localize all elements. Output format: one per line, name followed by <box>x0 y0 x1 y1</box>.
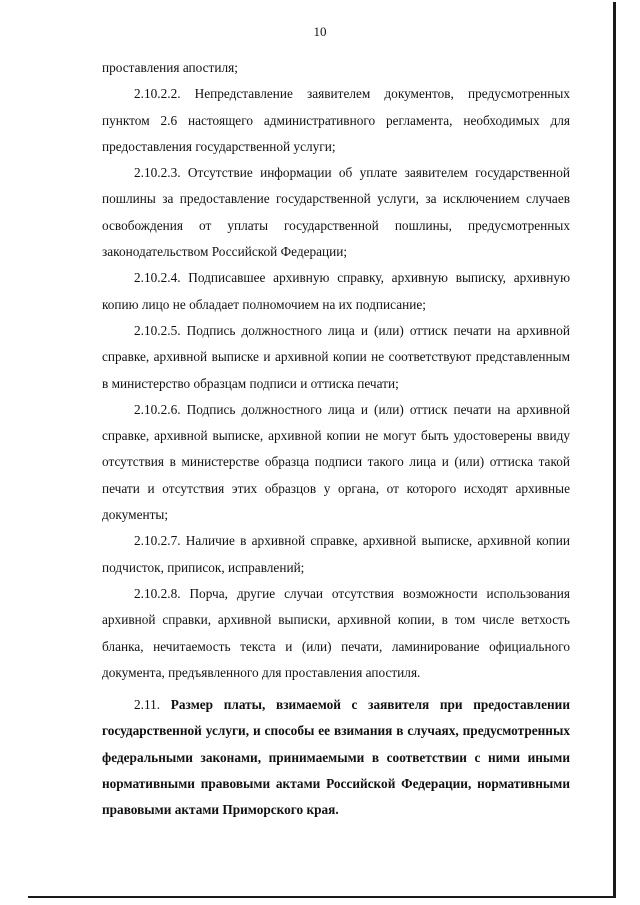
section-number: 2.11. <box>134 697 161 713</box>
paragraph-2-10-2-6: 2.10.2.6. Подпись должностного лица и (или) оттиск печати на архивной справке, архивной выписке, архивной копии не могут быть удостоверены ввиду отсутствия в министерстве образца подписи такого лица и (или) оттиска такой печати и отсутствия этих образцов у органа, от которого исходят архивные документы; <box>102 401 570 523</box>
page-number: 10 <box>313 24 327 39</box>
paragraph-2-10-2-8: 2.10.2.8. Порча, другие случаи отсутствия возможности использования архивной справки, архивной выписки, архивной копии, в том числе ветхость бланка, нечитаемость текста и (или) печати, ламинирование официального документа, предъявленного для проставления апостиля. <box>102 585 570 680</box>
paragraph-2-10-2-3: 2.10.2.3. Отсутствие информации об уплате заявителем государственной пошлины за предоставление государственной услуги, за исключением случаев освобождения от уплаты государственной пошлины, предусмотренных законодательством Российской Федерации; <box>102 165 570 260</box>
paragraph-2-10-2-7: 2.10.2.7. Наличие в архивной справке, архивной выписке, архивной копии подчисток, приписок, исправлений; <box>102 533 570 575</box>
section-heading-2-11 <box>102 692 570 823</box>
section-heading-text: Размер платы, взимаемой с заявителя при предоставлении государственной услуги, и способы ее взимания в случаях, предусмотренных федеральными законами, принимаемыми в соответствии с ними иными нормативными правовыми актами Российской Федерации, нормативными правовыми актами Приморского края. <box>102 697 570 818</box>
page-edge-right <box>613 2 616 898</box>
paragraph-2-10-2-2: 2.10.2.2. Непредставление заявителем документов, предусмотренных пунктом 2.6 настоящего административного регламента, необходимых для предоставления государственной услуги; <box>102 86 570 154</box>
paragraph-2-10-2-4: 2.10.2.4. Подписавшее архивную справку, архивную выписку, архивную копию лицо не обладает полномочием на их подписание; <box>102 270 570 312</box>
page-edge-bottom <box>28 896 616 898</box>
paragraph-2-10-2-5: 2.10.2.5. Подпись должностного лица и (или) оттиск печати на архивной справке, архивной выписке и архивной копии не соответствуют представленным в министерство образцам подписи и оттиска печати; <box>102 322 570 391</box>
paragraph-continuation: проставления апостиля; <box>102 60 238 75</box>
document-body <box>102 55 570 824</box>
